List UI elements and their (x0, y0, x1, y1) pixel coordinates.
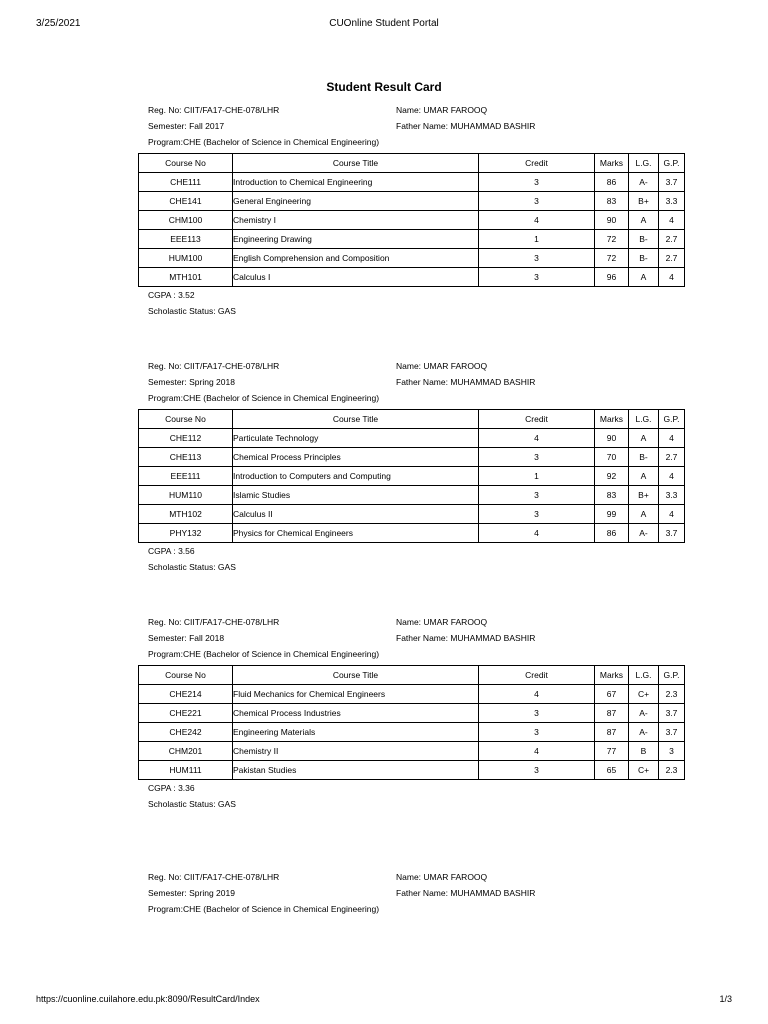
course-credit: 3 (479, 761, 595, 780)
course-marks: 67 (595, 685, 629, 704)
course-credit: 3 (479, 704, 595, 723)
semester-block (138, 102, 680, 319)
table-header-row (139, 666, 685, 685)
course-title: Chemistry II (233, 742, 479, 761)
print-url: https://cuonline.cuilahore.edu.pk:8090/ResultCard/Index (36, 994, 260, 1004)
course-grade-point: 3.3 (659, 192, 685, 211)
program-label: Program:CHE (Bachelor of Science in Chemical Engineering) (148, 393, 380, 403)
info-row-program (138, 901, 654, 917)
info-row-semester (138, 118, 654, 134)
scholastic-status-label: Scholastic Status: GAS (148, 562, 236, 572)
name-label: Name: UMAR FAROOQ (396, 105, 488, 115)
page-number: 1/3 (719, 994, 732, 1004)
header-marks: Marks (595, 410, 629, 429)
course-credit: 3 (479, 173, 595, 192)
course-letter-grade: A (629, 467, 659, 486)
course-marks: 87 (595, 723, 629, 742)
course-no: CHE112 (139, 429, 233, 448)
info-row-program (138, 646, 654, 662)
course-no: CHM100 (139, 211, 233, 230)
father-name-label: Father Name: MUHAMMAD BASHIR (396, 377, 536, 387)
table-row (139, 723, 685, 742)
course-no: PHY132 (139, 524, 233, 543)
course-marks: 83 (595, 192, 629, 211)
table-row (139, 685, 685, 704)
father-name-label: Father Name: MUHAMMAD BASHIR (396, 121, 536, 131)
table-row (139, 467, 685, 486)
program-label: Program:CHE (Bachelor of Science in Chemical Engineering) (148, 137, 380, 147)
reg-no-label: Reg. No: CIIT/FA17-CHE-078/LHR (148, 105, 280, 115)
header-lg: L.G. (629, 410, 659, 429)
table-header-row (139, 410, 685, 429)
course-letter-grade: B- (629, 230, 659, 249)
course-letter-grade: A (629, 211, 659, 230)
info-row-reg (138, 102, 654, 118)
semester-block (138, 869, 654, 917)
course-grade-point: 2.3 (659, 761, 685, 780)
info-row-program (138, 134, 654, 150)
course-title: Physics for Chemical Engineers (233, 524, 479, 543)
table-row (139, 704, 685, 723)
course-marks: 86 (595, 173, 629, 192)
table-row (139, 429, 685, 448)
course-no: MTH101 (139, 268, 233, 287)
course-marks: 96 (595, 268, 629, 287)
program-label: Program:CHE (Bachelor of Science in Chemical Engineering) (148, 904, 380, 914)
name-label: Name: UMAR FAROOQ (396, 617, 488, 627)
table-row (139, 173, 685, 192)
semester-label: Semester: Spring 2018 (148, 377, 235, 387)
table-row (139, 505, 685, 524)
course-marks: 70 (595, 448, 629, 467)
course-grade-point: 4 (659, 505, 685, 524)
course-credit: 4 (479, 685, 595, 704)
course-no: EEE111 (139, 467, 233, 486)
header-marks: Marks (595, 154, 629, 173)
course-credit: 3 (479, 723, 595, 742)
info-row-reg (138, 358, 654, 374)
course-marks: 72 (595, 249, 629, 268)
table-row (139, 486, 685, 505)
info-row-reg (138, 869, 654, 885)
header-credit: Credit (479, 154, 595, 173)
course-credit: 3 (479, 486, 595, 505)
reg-no-label: Reg. No: CIIT/FA17-CHE-078/LHR (148, 872, 280, 882)
course-no: HUM100 (139, 249, 233, 268)
info-row-reg (138, 614, 654, 630)
table-header-row (139, 154, 685, 173)
course-title: English Comprehension and Composition (233, 249, 479, 268)
print-footer (36, 994, 732, 1006)
course-marks: 87 (595, 704, 629, 723)
course-marks: 92 (595, 467, 629, 486)
header-gp: G.P. (659, 666, 685, 685)
course-letter-grade: B (629, 742, 659, 761)
table-row (139, 448, 685, 467)
header-credit: Credit (479, 666, 595, 685)
table-row (139, 192, 685, 211)
reg-no-label: Reg. No: CIIT/FA17-CHE-078/LHR (148, 361, 280, 371)
name-label: Name: UMAR FAROOQ (396, 872, 488, 882)
course-credit: 3 (479, 249, 595, 268)
course-grade-point: 4 (659, 467, 685, 486)
program-label: Program:CHE (Bachelor of Science in Chemical Engineering) (148, 649, 380, 659)
course-marks: 90 (595, 429, 629, 448)
header-course-title: Course Title (233, 410, 479, 429)
course-grade-point: 2.7 (659, 448, 685, 467)
result-table (138, 409, 685, 543)
course-no: CHE111 (139, 173, 233, 192)
print-header (36, 18, 732, 30)
course-no: CHE141 (139, 192, 233, 211)
reg-no-label: Reg. No: CIIT/FA17-CHE-078/LHR (148, 617, 280, 627)
course-no: CHE242 (139, 723, 233, 742)
course-letter-grade: C+ (629, 685, 659, 704)
header-gp: G.P. (659, 154, 685, 173)
cgpa-label: CGPA : 3.52 (148, 290, 195, 300)
course-no: HUM111 (139, 761, 233, 780)
header-course-title: Course Title (233, 154, 479, 173)
table-row (139, 249, 685, 268)
table-row (139, 268, 685, 287)
header-gp: G.P. (659, 410, 685, 429)
course-no: HUM110 (139, 486, 233, 505)
course-grade-point: 3 (659, 742, 685, 761)
course-credit: 3 (479, 448, 595, 467)
scholastic-status-label: Scholastic Status: GAS (148, 306, 236, 316)
result-table (138, 153, 685, 287)
course-marks: 86 (595, 524, 629, 543)
table-row (139, 211, 685, 230)
course-grade-point: 3.7 (659, 704, 685, 723)
header-course-title: Course Title (233, 666, 479, 685)
course-grade-point: 3.3 (659, 486, 685, 505)
header-course-no: Course No (139, 154, 233, 173)
course-letter-grade: C+ (629, 761, 659, 780)
course-grade-point: 2.3 (659, 685, 685, 704)
course-title: Engineering Drawing (233, 230, 479, 249)
semester-block (138, 614, 680, 812)
table-row (139, 742, 685, 761)
cgpa-label: CGPA : 3.56 (148, 546, 195, 556)
course-grade-point: 4 (659, 268, 685, 287)
table-row (139, 761, 685, 780)
course-marks: 77 (595, 742, 629, 761)
course-marks: 99 (595, 505, 629, 524)
course-letter-grade: A- (629, 173, 659, 192)
course-title: Particulate Technology (233, 429, 479, 448)
info-row-semester (138, 885, 654, 901)
course-no: CHE214 (139, 685, 233, 704)
header-marks: Marks (595, 666, 629, 685)
course-no: CHE113 (139, 448, 233, 467)
course-marks: 90 (595, 211, 629, 230)
scholastic-status-label: Scholastic Status: GAS (148, 799, 236, 809)
course-grade-point: 4 (659, 211, 685, 230)
course-letter-grade: B- (629, 249, 659, 268)
course-grade-point: 2.7 (659, 249, 685, 268)
course-grade-point: 3.7 (659, 723, 685, 742)
course-letter-grade: A (629, 505, 659, 524)
course-letter-grade: A (629, 429, 659, 448)
course-grade-point: 2.7 (659, 230, 685, 249)
course-credit: 4 (479, 742, 595, 761)
course-title: Engineering Materials (233, 723, 479, 742)
course-credit: 4 (479, 429, 595, 448)
result-table (138, 665, 685, 780)
father-name-label: Father Name: MUHAMMAD BASHIR (396, 633, 536, 643)
course-credit: 4 (479, 211, 595, 230)
course-title: Chemical Process Industries (233, 704, 479, 723)
header-course-no: Course No (139, 666, 233, 685)
course-credit: 1 (479, 467, 595, 486)
course-letter-grade: B+ (629, 192, 659, 211)
course-letter-grade: A- (629, 524, 659, 543)
semester-label: Semester: Spring 2019 (148, 888, 235, 898)
course-no: EEE113 (139, 230, 233, 249)
print-date: 3/25/2021 (36, 18, 81, 29)
course-title: Calculus I (233, 268, 479, 287)
cgpa-label: CGPA : 3.36 (148, 783, 195, 793)
table-row (139, 524, 685, 543)
course-no: CHE221 (139, 704, 233, 723)
table-row (139, 230, 685, 249)
course-title: Fluid Mechanics for Chemical Engineers (233, 685, 479, 704)
course-letter-grade: A- (629, 723, 659, 742)
header-lg: L.G. (629, 154, 659, 173)
course-letter-grade: A- (629, 704, 659, 723)
course-title: Islamic Studies (233, 486, 479, 505)
semester-label: Semester: Fall 2018 (148, 633, 225, 643)
header-course-no: Course No (139, 410, 233, 429)
course-title: Introduction to Computers and Computing (233, 467, 479, 486)
course-title: Introduction to Chemical Engineering (233, 173, 479, 192)
course-marks: 72 (595, 230, 629, 249)
course-title: Chemical Process Principles (233, 448, 479, 467)
header-lg: L.G. (629, 666, 659, 685)
name-label: Name: UMAR FAROOQ (396, 361, 488, 371)
course-title: General Engineering (233, 192, 479, 211)
result-card-title: Student Result Card (326, 80, 442, 94)
course-title: Chemistry I (233, 211, 479, 230)
info-row-semester (138, 630, 654, 646)
course-marks: 83 (595, 486, 629, 505)
print-page-title: CUOnline Student Portal (329, 18, 439, 29)
course-no: CHM201 (139, 742, 233, 761)
course-credit: 4 (479, 524, 595, 543)
course-title: Calculus II (233, 505, 479, 524)
course-letter-grade: B- (629, 448, 659, 467)
info-row-semester (138, 374, 654, 390)
course-grade-point: 3.7 (659, 173, 685, 192)
course-credit: 3 (479, 268, 595, 287)
semester-block (138, 358, 680, 575)
course-grade-point: 4 (659, 429, 685, 448)
course-credit: 3 (479, 192, 595, 211)
father-name-label: Father Name: MUHAMMAD BASHIR (396, 888, 536, 898)
semester-label: Semester: Fall 2017 (148, 121, 225, 131)
info-row-program (138, 390, 654, 406)
header-credit: Credit (479, 410, 595, 429)
course-credit: 3 (479, 505, 595, 524)
course-marks: 65 (595, 761, 629, 780)
course-title: Pakistan Studies (233, 761, 479, 780)
course-letter-grade: B+ (629, 486, 659, 505)
course-credit: 1 (479, 230, 595, 249)
course-grade-point: 3.7 (659, 524, 685, 543)
course-letter-grade: A (629, 268, 659, 287)
course-no: MTH102 (139, 505, 233, 524)
